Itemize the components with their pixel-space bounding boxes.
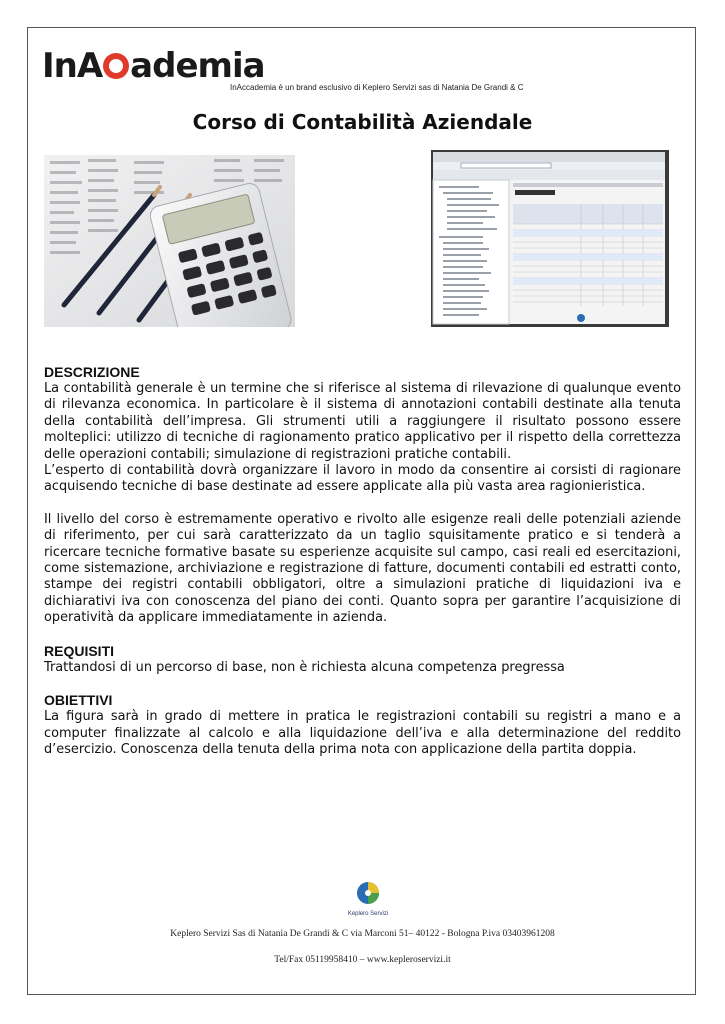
logo-text-rest: ademia — [130, 46, 265, 86]
footer-contacts: Tel/Fax 05119958410 – www.kepleroservizi.it — [274, 955, 451, 965]
course-description — [44, 363, 681, 758]
accounting-software-screenshot — [431, 150, 669, 327]
descrizione-paragraph-2: L’esperto di contabilità dovrà organizzare il lavoro in modo da consentire ai corsisti di ragionare acquisendo tecniche di base destinate ad essere applicate alla più vasta area ragionieristica. — [44, 463, 681, 495]
descrizione-paragraph-1: La contabilità generale è un termine che si riferisce al sistema di rilevazione di qualunque evento di rilevanza economica. In particolare è il sistema di annotazioni contabili destinate alla tenuta della contabilità dell’impresa. Gli strumenti utili a raggiungere il risultato possono essere molteplici: utilizzo di tecniche di ragionamento pratico applicativo per il rispetto della correttezza delle operazioni contabili; simulazione di registrazioni pratiche contabili. — [44, 381, 681, 462]
requisiti-paragraph: Trattandosi di un percorso di base, non è richiesta alcuna competenza pregressa — [44, 659, 565, 675]
keplero-globe-icon — [355, 880, 381, 906]
obiettivi-paragraph: La figura sarà in grado di mettere in pratica le registrazioni contabili su registri a mano e a computer finalizzate al calcolo e alla liquidazione dell’iva e alla determinazione del reddito d’esercizio. Conoscenza della tenuta della prima nota con applicazione della partita doppia. — [44, 709, 681, 757]
footer-logo-name: Keplero Servizi — [347, 911, 389, 917]
descrizione-paragraph-3: Il livello del corso è estremamente operativo e rivolto alle esigenze reali delle potenziali aziende di riferimento, per cui sarà caratterizzato da un taglio squisitamente pratico e si tenderà a ricercare tecniche formative basate su esperienze acquisite sul campo, casi reali ed esercitazioni, come sistemazione, archiviazione e registrazione di fatture, documenti contabili ed estratti conto, stampe dei registri contabili obbligatori, oltre a simulazioni pratiche di liquidazioni iva e dichiarativi iva con conoscenza del piano dei conti. Quanto sopra per garantire l’acquisizione di operatività da applicare immediatamente in azienda. — [44, 511, 681, 626]
requisiti-heading: REQUISITI — [44, 642, 115, 659]
keplero-servizi-logo — [343, 880, 393, 917]
calculator-pencils-photo — [44, 155, 295, 327]
obiettivi-heading: OBIETTIVI — [44, 692, 113, 709]
page-title: Corso di Contabilità Aziendale — [192, 110, 533, 134]
descrizione-heading: DESCRIZIONE — [44, 364, 140, 380]
inaccademia-logo — [42, 41, 265, 86]
brand-tagline: InAccademia è un brand esclusivo di Keplero Servizi sas di Natania De Grandi & C — [230, 83, 524, 92]
logo-c-icon — [103, 53, 129, 79]
footer-address: Keplero Servizi Sas di Natania De Grandi & C via Marconi 51– 40122 - Bologna P.iva 03403961208 — [170, 929, 555, 939]
logo-text-in: InA — [42, 46, 103, 86]
